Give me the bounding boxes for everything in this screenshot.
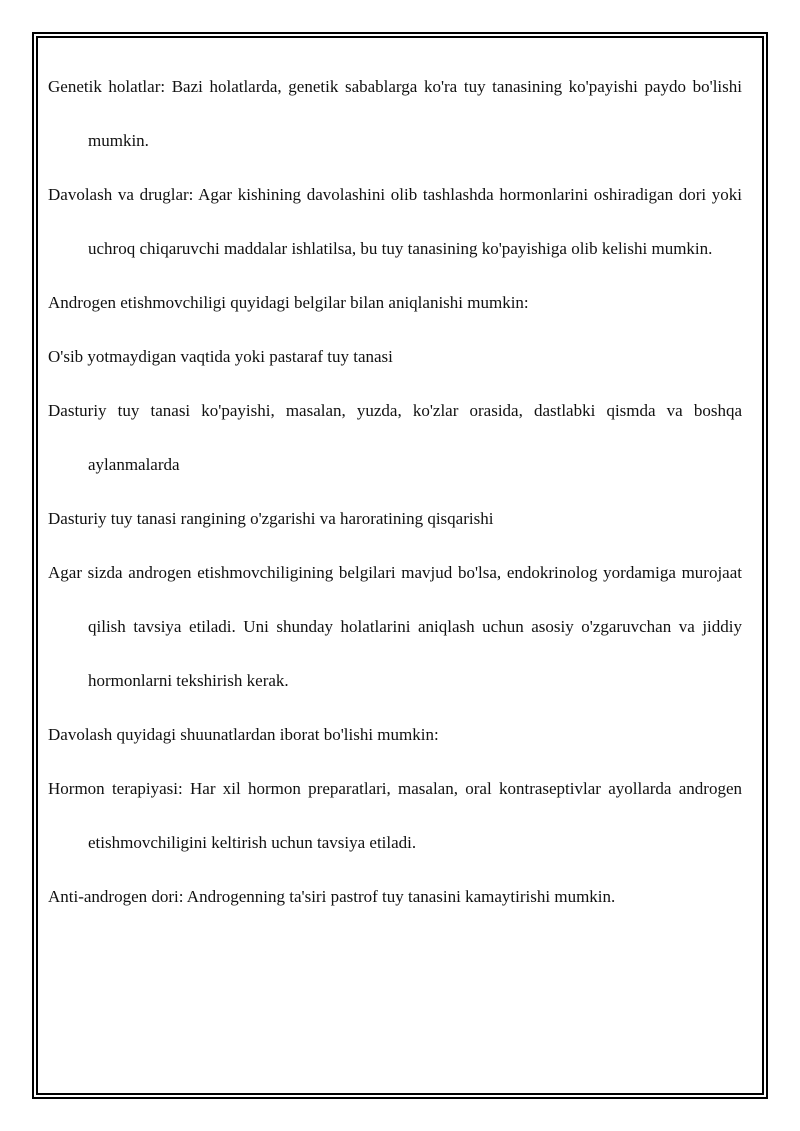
paragraph-endocrinologist-advice: Agar sizda androgen etishmovchiligining belgilari mavjud bo'lsa, endokrinolog yordamiga murojaat qilish tavsiya etiladi. Uni shunday holatlarini aniqlash uchun asosiy o'zgaruvchan va jiddiy hormonlarni tekshirish kerak. (48, 563, 742, 690)
paragraph-sign-2: Dasturiy tuy tanasi ko'payishi, masalan, yuzda, ko'zlar orasida, dastlabki qismda va boshqa aylanmalarda (48, 401, 742, 474)
paragraph-anti-androgen: Anti-androgen dori: Androgenning ta'siri pastrof tuy tanasini kamaytirishi mumkin. (48, 887, 616, 906)
paragraph-treatment-and-drugs: Davolash va druglar: Agar kishining davolashini olib tashlashda hormonlarini oshiradigan dori yoki uchroq chiqaruvchi maddalar ishlatilsa, bu tuy tanasining ko'payishiga olib kelishi mumkin. (48, 185, 742, 258)
paragraph-androgen-signs-intro: Androgen etishmovchiligi quyidagi belgilar bilan aniqlanishi mumkin: (48, 293, 529, 312)
paragraph-sign-1: O'sib yotmaydigan vaqtida yoki pastaraf tuy tanasi (48, 347, 393, 366)
paragraph-genetic-conditions: Genetik holatlar: Bazi holatlarda, genetik sabablarga ko'ra tuy tanasining ko'payishi paydo bo'lishi mumkin. (48, 77, 742, 150)
paragraph-sign-3: Dasturiy tuy tanasi rangining o'zgarishi va haroratining qisqarishi (48, 509, 494, 528)
paragraph-treatment-intro: Davolash quyidagi shuunatlardan iborat bo'lishi mumkin: (48, 725, 439, 744)
paragraph-hormone-therapy: Hormon terapiyasi: Har xil hormon preparatlari, masalan, oral kontraseptivlar ayollarda androgen etishmovchiligini keltirish uchun tavsiya etiladi. (48, 779, 742, 852)
document-body (48, 60, 742, 924)
